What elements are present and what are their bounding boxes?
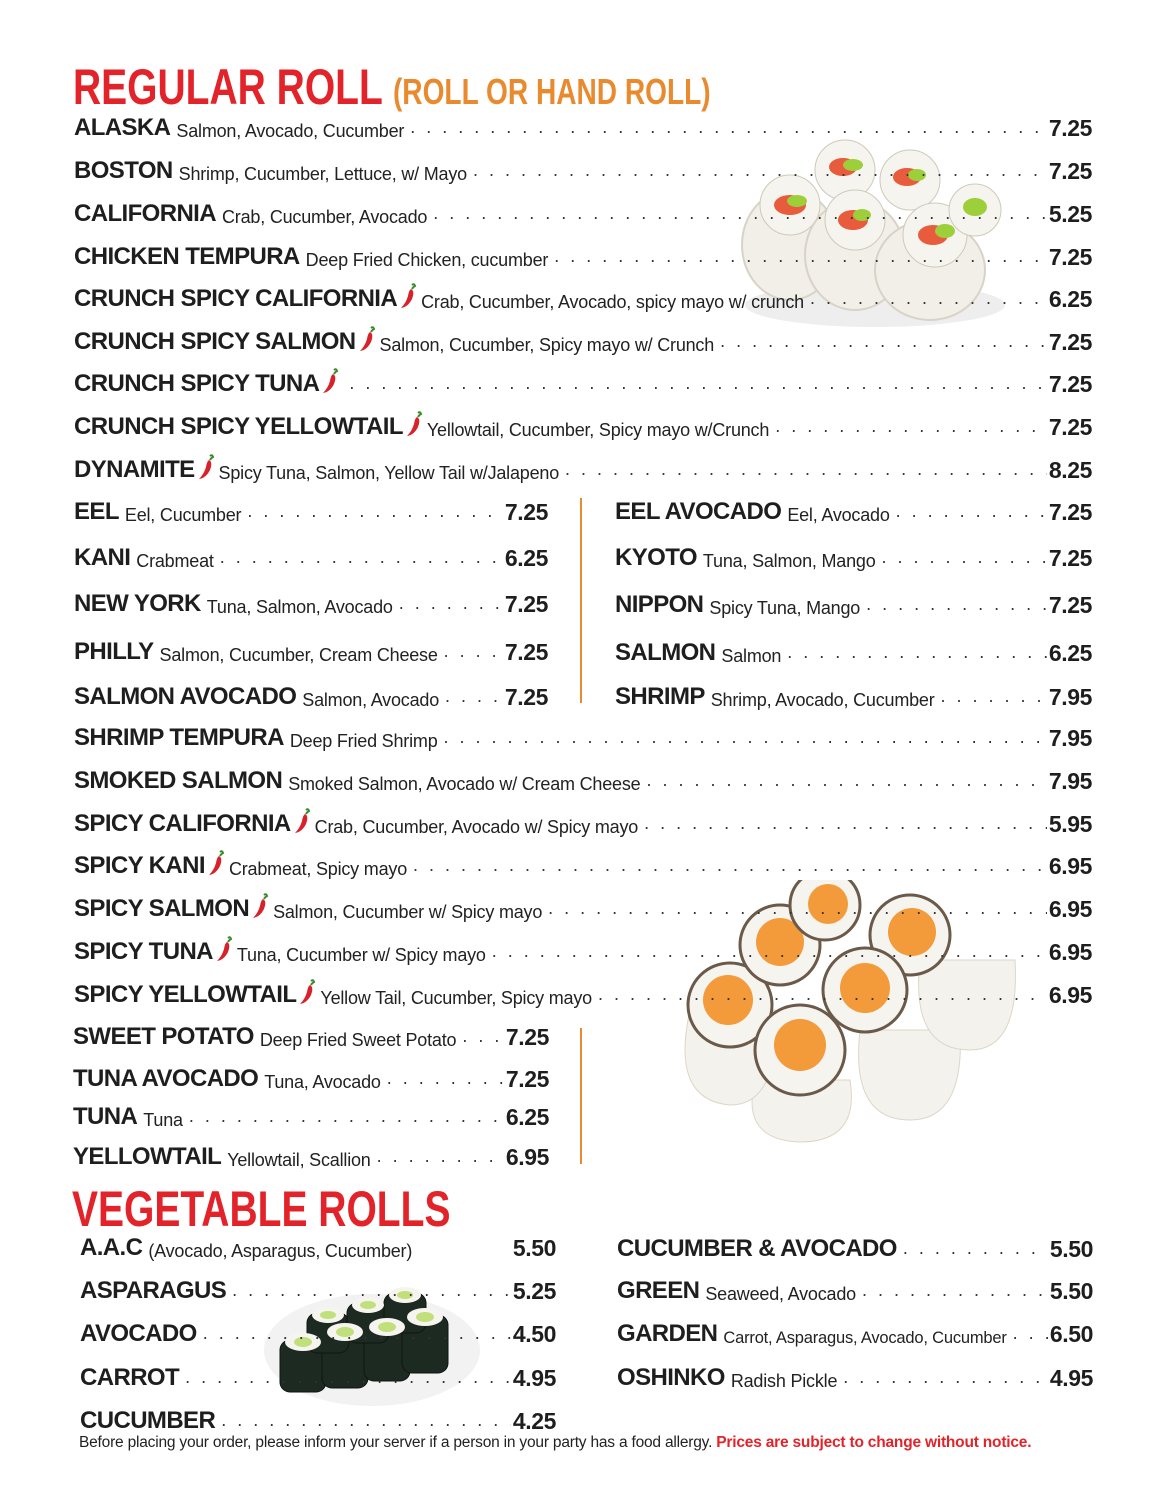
dot-leader: [903, 1238, 1048, 1259]
item-name: NEW YORK: [74, 590, 201, 617]
menu-item: [73, 1059, 549, 1093]
menu-item: [74, 846, 1092, 880]
item-price: 6.50: [1049, 1321, 1093, 1347]
item-name: CHICKEN TEMPURA: [74, 243, 300, 270]
dot-leader: [220, 547, 503, 568]
item-price: 6.95: [1048, 853, 1092, 879]
price-warning: Prices are subject to change without notice.: [716, 1434, 1032, 1451]
menu-item: [74, 279, 1092, 313]
dot-leader: [644, 813, 1047, 834]
dot-leader: [896, 501, 1047, 522]
item-description: Tuna, Salmon, Mango: [702, 551, 876, 571]
item-description: Smoked Salmon, Avocado w/ Cream Cheese: [288, 774, 641, 794]
item-price: 7.95: [1048, 768, 1092, 794]
item-description: Yellowtail, Scallion: [227, 1150, 371, 1170]
menu-item: [80, 1401, 556, 1435]
item-name: YELLOWTAIL: [73, 1143, 222, 1170]
item-price: 7.95: [1048, 684, 1092, 710]
regular-roll-title-text: REGULAR ROLL: [73, 59, 383, 115]
item-description: (Avocado, Asparagus, Cucumber): [148, 1241, 413, 1261]
item-name: SPICY YELLOWTAIL: [74, 981, 297, 1008]
item-description: Crab, Cucumber, Avocado w/ Spicy mayo: [314, 817, 639, 837]
menu-item: [74, 108, 1092, 142]
chili-pepper-icon: [251, 893, 269, 919]
menu-item: [74, 492, 548, 526]
dot-leader: [787, 642, 1047, 663]
dot-leader: [1013, 1323, 1048, 1344]
dot-leader: [413, 855, 1047, 876]
item-price: 6.95: [505, 1144, 549, 1170]
dot-leader: [565, 459, 1047, 480]
dot-leader: [862, 1280, 1048, 1301]
dot-leader: [941, 686, 1047, 707]
item-description: Deep Fried Shrimp: [289, 731, 438, 751]
dot-leader: [810, 288, 1047, 309]
menu-item: [74, 364, 1092, 398]
chili-pepper-icon: [358, 326, 376, 352]
menu-item: [615, 633, 1092, 667]
menu-item: [73, 1017, 549, 1051]
item-price: 7.25: [1048, 329, 1092, 355]
dot-leader: [444, 641, 503, 662]
chili-pepper-icon: [321, 368, 339, 394]
item-price: 7.25: [1048, 592, 1092, 618]
menu-item: [74, 932, 1092, 966]
item-price: 7.25: [505, 1024, 549, 1050]
dot-leader: [473, 160, 1047, 181]
item-price: 7.25: [1048, 115, 1092, 141]
item-price: 5.50: [1049, 1236, 1093, 1262]
dot-leader: [203, 1323, 511, 1344]
item-price: 5.50: [512, 1235, 556, 1261]
item-name: SPICY TUNA: [74, 938, 213, 965]
dot-leader: [646, 770, 1046, 791]
item-price: 7.25: [1048, 499, 1092, 525]
item-description: Spicy Tuna, Salmon, Yellow Tail w/Jalapeno: [218, 463, 560, 483]
item-price: 6.95: [1048, 896, 1092, 922]
item-description: Eel, Cucumber: [124, 505, 242, 525]
dot-leader: [445, 686, 503, 707]
item-name: SHRIMP TEMPURA: [74, 724, 284, 751]
item-name: A.A.C: [80, 1234, 143, 1261]
item-name: CRUNCH SPICY YELLOWTAIL: [74, 413, 403, 440]
item-description: Crab, Cucumber, Avocado, spicy mayo w/ crunch: [421, 292, 804, 312]
item-name: SALMON: [615, 639, 716, 666]
item-price: 6.95: [1048, 982, 1092, 1008]
chili-pepper-icon: [215, 936, 233, 962]
item-price: 4.25: [512, 1408, 556, 1434]
chili-pepper-icon: [207, 850, 225, 876]
column-divider: [580, 498, 582, 703]
item-price: 7.25: [1048, 414, 1092, 440]
menu-item: [74, 538, 548, 572]
item-name: OSHINKO: [617, 1364, 725, 1391]
item-name: TUNA: [73, 1103, 138, 1130]
chili-pepper-icon: [298, 979, 316, 1005]
item-name: EEL: [74, 498, 119, 525]
chili-pepper-icon: [293, 808, 311, 834]
item-name: SPICY KANI: [74, 852, 205, 879]
menu-item: [617, 1314, 1093, 1348]
dot-leader: [775, 416, 1047, 437]
menu-item: [615, 538, 1092, 572]
item-price: 6.25: [1048, 640, 1092, 666]
menu-item: [80, 1314, 556, 1348]
item-price: 8.25: [1048, 457, 1092, 483]
item-description: Salmon, Cucumber w/ Spicy mayo: [273, 902, 543, 922]
menu-item: [80, 1271, 556, 1305]
menu-item: [74, 889, 1092, 923]
regular-roll-subtitle: (ROLL OR HAND ROLL): [392, 71, 711, 112]
dot-leader: [377, 1146, 504, 1167]
menu-item: [615, 492, 1092, 526]
menu-item: [74, 407, 1092, 441]
menu-item: [74, 677, 548, 711]
menu-item: [74, 718, 1092, 752]
item-name: CRUNCH SPICY CALIFORNIA: [74, 285, 398, 312]
item-name: SHRIMP: [615, 683, 705, 710]
item-name: PHILLY: [74, 638, 154, 665]
item-description: Salmon, Avocado: [302, 690, 440, 710]
menu-item: [80, 1228, 556, 1262]
dot-leader: [189, 1106, 504, 1127]
item-description: Shrimp, Cucumber, Lettuce, w/ Mayo: [178, 164, 467, 184]
item-price: 7.25: [504, 499, 548, 525]
menu-item: [74, 804, 1092, 838]
item-name: BOSTON: [74, 157, 173, 184]
item-price: 5.25: [512, 1278, 556, 1304]
item-name: SALMON AVOCADO: [74, 683, 297, 710]
item-description: Deep Fried Chicken, cucumber: [305, 250, 549, 270]
item-price: 6.95: [1048, 939, 1092, 965]
dot-leader: [185, 1367, 511, 1388]
item-name: SMOKED SALMON: [74, 767, 283, 794]
item-name: SWEET POTATO: [73, 1023, 254, 1050]
chili-pepper-icon: [197, 454, 215, 480]
item-description: Eel, Avocado: [787, 505, 890, 525]
item-description: Crab, Cucumber, Avocado: [222, 207, 428, 227]
item-description: Shrimp, Avocado, Cucumber: [710, 690, 935, 710]
chili-pepper-icon: [405, 411, 423, 437]
dot-leader: [598, 984, 1047, 1005]
item-price: 7.95: [1048, 725, 1092, 751]
dot-leader: [410, 117, 1047, 138]
menu-item: [74, 151, 1092, 185]
item-name: AVOCADO: [80, 1320, 197, 1347]
menu-item: [617, 1271, 1093, 1305]
item-name: EEL AVOCADO: [615, 498, 782, 525]
item-name: CRUNCH SPICY TUNA: [74, 370, 320, 397]
menu-item: [617, 1358, 1093, 1392]
chili-pepper-icon: [399, 283, 417, 309]
dot-leader: [247, 501, 502, 522]
item-description: Tuna: [143, 1110, 183, 1130]
dot-leader: [866, 594, 1047, 615]
footer-note: [79, 1434, 1031, 1452]
item-name: CALIFORNIA: [74, 200, 216, 227]
menu-item: [74, 632, 548, 666]
item-name: DYNAMITE: [74, 456, 195, 483]
item-name: CUCUMBER & AVOCADO: [617, 1235, 897, 1262]
menu-item: [74, 761, 1092, 795]
item-description: Deep Fried Sweet Potato: [259, 1030, 457, 1050]
item-description: Yellowtail, Cucumber, Spicy mayo w/Crunch: [426, 420, 770, 440]
dot-leader: [387, 1068, 504, 1089]
menu-item: [74, 975, 1092, 1009]
item-description: Seaweed, Avocado: [705, 1284, 856, 1304]
item-price: 6.25: [504, 545, 548, 571]
item-price: 7.25: [1048, 371, 1092, 397]
menu-item: [74, 322, 1092, 356]
item-description: Salmon: [721, 646, 782, 666]
item-description: Tuna, Avocado: [264, 1072, 381, 1092]
item-price: 6.25: [505, 1104, 549, 1130]
item-price: 7.25: [504, 684, 548, 710]
menu-item: [74, 584, 548, 618]
item-name: ASPARAGUS: [80, 1277, 227, 1304]
item-price: 7.25: [1048, 545, 1092, 571]
column-divider: [580, 1028, 582, 1164]
item-name: KANI: [74, 544, 131, 571]
item-description: Salmon, Cucumber, Spicy mayo w/ Crunch: [379, 335, 715, 355]
dot-leader: [433, 203, 1047, 224]
item-price: 4.50: [512, 1321, 556, 1347]
menu-item: [73, 1137, 549, 1171]
dot-leader: [232, 1280, 511, 1301]
item-price: 7.25: [504, 639, 548, 665]
item-price: 7.25: [505, 1066, 549, 1092]
dot-leader: [720, 331, 1047, 352]
item-name: CRUNCH SPICY SALMON: [74, 328, 356, 355]
dot-leader: [399, 593, 503, 614]
item-description: Carrot, Asparagus, Avocado, Cucumber: [723, 1329, 1007, 1347]
item-description: Tuna, Cucumber w/ Spicy mayo: [236, 945, 486, 965]
item-price: 6.25: [1048, 286, 1092, 312]
item-description: Crabmeat, Spicy mayo: [228, 859, 408, 879]
item-price: 4.95: [1049, 1365, 1093, 1391]
item-price: 5.50: [1049, 1278, 1093, 1304]
dot-leader: [548, 898, 1047, 919]
item-price: 4.95: [512, 1365, 556, 1391]
dot-leader: [843, 1367, 1048, 1388]
menu-item: [80, 1358, 556, 1392]
item-name: GARDEN: [617, 1320, 718, 1347]
item-description: Tuna, Salmon, Avocado: [206, 597, 393, 617]
vegetable-rolls-title: VEGETABLE ROLLS: [72, 1181, 451, 1237]
menu-item: [615, 585, 1092, 619]
item-name: ALASKA: [74, 114, 171, 141]
item-description: Crabmeat: [136, 551, 214, 571]
item-name: GREEN: [617, 1277, 700, 1304]
item-name: SPICY CALIFORNIA: [74, 810, 291, 837]
menu-item: [73, 1097, 549, 1131]
dot-leader: [554, 246, 1047, 267]
item-description: Yellow Tail, Cucumber, Spicy mayo: [320, 988, 592, 1008]
item-name: NIPPON: [615, 591, 704, 618]
item-name: TUNA AVOCADO: [73, 1065, 259, 1092]
dot-leader: [492, 941, 1047, 962]
dot-leader: [349, 373, 1046, 394]
allergy-note: Before placing your order, please inform your server if a person in your party has a food allergy.: [79, 1434, 713, 1451]
item-name: SPICY SALMON: [74, 895, 250, 922]
menu-item: [74, 450, 1092, 484]
item-name: CUCUMBER: [80, 1407, 216, 1434]
dot-leader: [882, 547, 1047, 568]
item-description: Salmon, Cucumber, Cream Cheese: [159, 645, 438, 665]
item-description: Salmon, Avocado, Cucumber: [176, 121, 405, 141]
item-price: 7.25: [504, 591, 548, 617]
menu-item: [74, 194, 1092, 228]
item-name: CARROT: [80, 1364, 180, 1391]
dot-leader: [462, 1026, 504, 1047]
item-price: 7.25: [1048, 244, 1092, 270]
item-price: 7.25: [1048, 158, 1092, 184]
item-description: Radish Pickle: [730, 1371, 838, 1391]
menu-item: [74, 237, 1092, 271]
item-price: 5.25: [1048, 201, 1092, 227]
item-name: KYOTO: [615, 544, 697, 571]
item-description: Spicy Tuna, Mango: [709, 598, 861, 618]
dot-leader: [221, 1410, 511, 1431]
dot-leader: [444, 727, 1047, 748]
menu-item: [615, 677, 1092, 711]
menu-item: [617, 1229, 1093, 1263]
item-price: 5.95: [1048, 811, 1092, 837]
